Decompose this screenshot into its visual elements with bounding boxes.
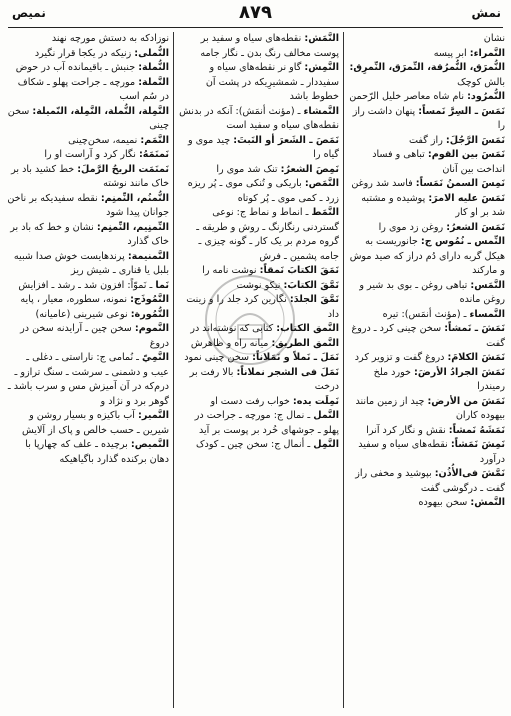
dictionary-entry	[347, 351, 505, 366]
dictionary-entry	[347, 148, 505, 177]
entry-definition: چید موی و گیاه را	[187, 134, 339, 160]
dictionary-entry	[6, 61, 169, 76]
dictionary-entry	[177, 279, 339, 294]
dictionary-entry	[347, 235, 505, 279]
header-left-word: نمیص	[12, 6, 46, 20]
entry-definition: زنیکه در یکجا قرار نگیرد	[34, 47, 135, 59]
entry-definition: بپوشید و مخفی راز گفت ـ درگوشی گفت	[355, 468, 505, 494]
dictionary-entry	[347, 47, 505, 62]
entry-headword: نَمَشَ الجرادُ الأرضَ:	[414, 366, 505, 378]
entry-headword: نَمَشَ الكلامَ:	[447, 352, 505, 363]
entry-headword: النُّملى:	[134, 47, 169, 59]
entry-headword: نَمَصَ ـ الشَعرَ أو النَبتَ:	[233, 134, 339, 146]
entry-headword: نَمَّقَ الكتابَ:	[283, 279, 339, 291]
dictionary-entry	[347, 61, 505, 90]
page-header	[0, 0, 511, 26]
entry-definition: نشان و خط که باد بر خاک گذارد	[10, 221, 169, 247]
entry-headword: النَّمق الكتاب:	[276, 323, 339, 334]
entry-definition: نیکو نوشت	[236, 279, 284, 291]
entry-definition: نگار کرد و آراست او را	[44, 149, 139, 160]
entry-definition: نوعی شیرینی (عامیانه)	[35, 308, 131, 320]
entry-headword: نَمِسَ السمنُ نَمَساً:	[415, 178, 505, 189]
dictionary-entry	[347, 105, 505, 134]
dictionary-entry	[177, 206, 339, 264]
dictionary-entry	[347, 366, 505, 395]
entry-headword: النَّمراء:	[469, 47, 505, 59]
entry-headword: نَمَشَ من الأرض:	[427, 395, 505, 407]
dictionary-entry	[347, 424, 505, 439]
entry-definition: روغن زد موی را	[378, 221, 447, 233]
entry-definition: خواب رفت دست او	[210, 395, 293, 407]
entry-definition: باریکی و تُنکی موی ـ پُر ریزه زرد ـ کمی موی ـ پُر کوتاه	[187, 178, 339, 204]
entry-headword: النَّمَم:	[140, 134, 169, 146]
entry-definition: ـ نَموّاً: افزون شد ـ رشد ـ افزایش	[18, 279, 156, 291]
entry-definition: نمونه، سطوره، معیار ، پایه	[20, 294, 131, 305]
entry-definition: برچیده ـ علف که چهارپا با دهان برکنده گذارد باگیاهیکه	[25, 439, 169, 465]
entry-headword: النُّملة:	[138, 62, 169, 73]
entry-definition: پوشیده و مشتبه شد بر او کار	[361, 192, 505, 218]
entry-definition: ـ أنمال ج: سخن چین ـ کودک	[195, 439, 314, 450]
entry-definition: نقش و نگار کرد آنرا	[366, 424, 449, 436]
dictionary-entry	[177, 32, 339, 61]
entry-definition: ـ (مؤنث أنمَس): تیره	[382, 308, 470, 320]
entry-definition: نشان	[483, 33, 505, 44]
entry-headword: النَّميص:	[130, 439, 169, 450]
entry-definition: نقطه سفیدیکه بر ناخن جوانان پیدا شود	[7, 192, 169, 218]
column-middle	[177, 32, 339, 710]
entry-definition: ـ نمال ج: مورچه ـ جراحت در پهلو ـ جوشهای خُرد بر پوست بر آید	[194, 410, 339, 436]
entry-headword: النِّمنِيم، النِّمنِم:	[96, 221, 169, 233]
entry-headword: النَّمَس:	[470, 279, 505, 291]
entry-headword: النَّمق الطريق:	[271, 337, 339, 349]
dictionary-entry	[177, 438, 339, 453]
entry-definition: نمیمه، سخن‌چینی	[68, 134, 141, 146]
entry-definition: فاسد شد روغن	[351, 178, 416, 189]
entry-definition: نگارین کرد جلد را و زینت داد	[186, 294, 339, 320]
entry-headword: نَما	[155, 279, 169, 291]
dictionary-entry	[347, 177, 505, 192]
dictionary-entry	[6, 409, 169, 438]
entry-definition: جنبش ـ باقیمانده آب در حوض	[15, 62, 139, 73]
entry-headword: نَمَشَهُ نَمشاً:	[448, 424, 505, 436]
dictionary-entry	[6, 279, 169, 294]
dictionary-entry	[177, 177, 339, 206]
entry-headword: نَمِشَ نَمَشاً:	[450, 439, 505, 450]
entry-headword: النَّمَص:	[304, 178, 339, 189]
dictionary-entry	[347, 496, 505, 511]
entry-headword: النَّمَش:	[304, 33, 339, 44]
entry-definition: خورد ملخ رمیندرا	[373, 366, 505, 392]
entry-definition: تباهی روغن ـ بوی بد شیر و روغن مانده	[359, 279, 505, 305]
entry-definition: ـ (مؤنث أنمَش): آنکه در بدنش نقطه‌های سیاه و سفید است	[179, 105, 339, 131]
dictionary-entry	[6, 351, 169, 409]
entry-definition: گاو نر نقطه‌های سیاه و سفیددار ـ شمشیرِیکه در پشت آن خطوط باشد	[205, 62, 339, 102]
dictionary-entry	[6, 134, 169, 149]
dictionary-entry	[347, 32, 505, 47]
header-right-word: نمش	[471, 6, 501, 20]
dictionary-entry	[347, 134, 505, 149]
dictionary-entry	[347, 279, 505, 308]
dictionary-entry	[6, 192, 169, 221]
entry-headword: النَّموم:	[134, 323, 169, 334]
dictionary-entry	[6, 148, 169, 163]
entry-headword: النَّمِلة، النُّملة، النَّمِلة، النّميلة:	[32, 105, 169, 117]
entry-definition: چید از زمین مانند بیهوده کاران	[355, 395, 505, 421]
entry-headword: النَّمل	[313, 410, 339, 421]
column-right	[347, 32, 505, 710]
entry-headword: نَمَلَ فی الشجر نملاناً:	[236, 366, 339, 378]
entry-definition: نوشت نامه را	[202, 265, 260, 276]
entry-definition: ـ انماط و نماط ج: نوعی گستردنی رنگارنگ ـ روش و طریقه ـ گروه مردم بر یک کار ـ گونه چیزی ـ جامه پشمین ـ فرش	[196, 207, 339, 262]
entry-headword: نَمَسَ ـ السِرَّ نَمساً:	[418, 105, 505, 117]
column-left	[6, 32, 169, 710]
dictionary-entry	[347, 308, 505, 323]
entry-definition: سخن چینی نمود	[184, 352, 253, 363]
entry-headword: نَمنَمَهُ:	[138, 149, 169, 160]
dictionary-entry	[177, 351, 339, 366]
entry-definition: تنک شد موی را	[216, 163, 281, 175]
entry-definition: آب باکیزه و بسیار روشن و شیرین ـ حسب خالص و پاک از آلایش	[22, 410, 169, 436]
entry-definition: سخن چین ـ آرایدنه سخن در دروغ	[20, 323, 169, 349]
dictionary-entry	[177, 395, 339, 410]
entry-definition: تباهی و فساد انداخت بین آنان	[372, 149, 505, 175]
entry-definition: پرندهایست خوش صدا شبیه بلبل یا قناری ـ شیش ریز	[13, 250, 169, 276]
entry-definition: سخن بیهوده	[418, 497, 471, 508]
entry-headword: النُّمرُود:	[467, 91, 505, 102]
entry-definition: پنهان داشت راز را	[352, 105, 505, 131]
header-rule	[8, 27, 503, 28]
entry-definition: راز گفت	[409, 134, 446, 146]
entry-definition: میانه راه و ظاهرش	[190, 337, 272, 349]
entry-definition: نوزادکه به دستش مورچه نهند	[51, 33, 169, 44]
dictionary-entry	[347, 467, 505, 496]
entry-definition: مورچه ـ جراحت پهلو ـ شکاف در سُم اسب	[17, 76, 169, 102]
dictionary-entry	[6, 221, 169, 250]
dictionary-entry	[6, 47, 169, 62]
column-divider	[343, 32, 344, 708]
entry-headword: النَّمِيّ	[142, 352, 169, 363]
entry-headword: النَّمِل	[313, 439, 339, 450]
entry-definition: نام شاه معاصر خلیل الرّحمن	[349, 91, 468, 102]
entry-definition: نقطه‌های سیاه و سفید بر پوست مخالف رنگ بدن ـ نگار جامه	[200, 33, 339, 59]
entry-definition: ـ نُمامی ج: ناراستی ـ دغلی ـ عیب و دشمنی ـ سرشت ـ سنگ ترازو ـ درم‌که در آن آمیزش مس و سرب باشد ـ گوهر برد و نژاد و	[7, 352, 169, 407]
entry-headword: النَّمِش:	[304, 62, 339, 73]
dictionary-entry	[177, 105, 339, 134]
entry-definition: کتابی که نوشته‌اند در	[190, 323, 277, 334]
dictionary-entry	[177, 322, 339, 337]
entry-headword: نَمَّشَ فی‌الأُذُن:	[434, 468, 505, 479]
dictionary-entry	[177, 163, 339, 178]
entry-headword: النَّمَط	[311, 207, 339, 218]
entry-headword: النَّمساء	[469, 308, 505, 320]
dictionary-entry	[177, 409, 339, 438]
dictionary-entry	[347, 395, 505, 424]
dictionary-entry	[6, 250, 169, 279]
dictionary-entry	[6, 105, 169, 134]
entry-headword: نَمنَمَت الريحُ الرَّملَ:	[77, 163, 169, 175]
dictionary-entry	[347, 322, 505, 351]
column-divider	[173, 32, 174, 708]
entry-headword: النَّمنيمة:	[127, 250, 169, 262]
entry-headword: النُّمُورة:	[130, 308, 169, 320]
entry-definition: بالش کوچک	[457, 76, 505, 88]
entry-headword: نَمَشَ ـ نَمشاً:	[444, 323, 505, 334]
dictionary-entry	[347, 192, 505, 221]
dictionary-entry	[6, 32, 169, 47]
dictionary-entry	[347, 221, 505, 236]
entry-headword: نَمَسَ الرَّجُلَ:	[445, 134, 505, 146]
entry-headword: نَمِصَ الشعرُ:	[280, 163, 339, 175]
dictionary-entry	[347, 90, 505, 105]
entry-definition: سخن چینی	[7, 105, 169, 131]
dictionary-entry	[177, 264, 339, 279]
page-number: ۸۷۹	[239, 2, 272, 23]
dictionary-entry	[177, 293, 339, 322]
entry-definition: دروغ گفت و تزویر کرد	[354, 352, 448, 363]
entry-headword: نَمِلَت يده:	[292, 395, 339, 407]
entry-headword: النِّمس ـ نُمُوس ج:	[420, 236, 505, 247]
dictionary-entry	[6, 322, 169, 351]
dictionary-entry	[6, 308, 169, 323]
entry-definition: بالا رفت بر درخت	[189, 366, 339, 392]
entry-headword: النَّملة:	[138, 76, 169, 88]
entry-headword: نَمَسَ الشعرُ:	[446, 221, 505, 233]
dictionary-entry	[177, 134, 339, 163]
entry-headword: النَّمُوذَج:	[130, 294, 169, 305]
entry-definition: سخن چینی کرد ـ دروغ گفت	[351, 323, 505, 349]
entry-definition: ابر پیسه	[433, 47, 470, 59]
entry-headword: نَمَّقَ الجلدَ:	[289, 294, 339, 305]
entry-headword: نَمَسَ عليه الامرَ:	[428, 192, 505, 204]
dictionary-entry	[177, 61, 339, 105]
entry-headword: النُّمنُم، النِّمنِم:	[100, 192, 169, 204]
dictionary-entry	[177, 337, 339, 352]
dictionary-entry	[177, 366, 339, 395]
entry-headword: نَمَلَ ـ نَملاً و نَمَلاناً:	[252, 352, 339, 363]
entry-definition: خط کشید باد بر خاک مانند نوشته	[11, 163, 169, 189]
dictionary-entry	[347, 438, 505, 467]
entry-definition: نقطه‌های سیاه و سفید درآورد	[358, 439, 505, 465]
entry-headword: النَّمش:	[470, 497, 505, 508]
entry-definition: جانوریست به هیکل گربه دارای دُم دراز که صید موش و مارکند	[349, 236, 505, 276]
dictionary-entry	[6, 163, 169, 192]
entry-headword: نَمَقَ الكتابَ نَمقاً:	[259, 265, 339, 276]
dictionary-entry	[6, 293, 169, 308]
entry-headword: النَّمير:	[138, 410, 169, 421]
entry-headword: نَمَسَ بين القوم:	[427, 149, 505, 160]
dictionary-entry	[6, 438, 169, 467]
dictionary-entry	[6, 76, 169, 105]
entry-headword: النَّمشاء	[303, 105, 339, 117]
entry-headword: النُّمرَق، النُّمرُقة، النِّمرَق، النِّمرِق:	[349, 62, 505, 73]
